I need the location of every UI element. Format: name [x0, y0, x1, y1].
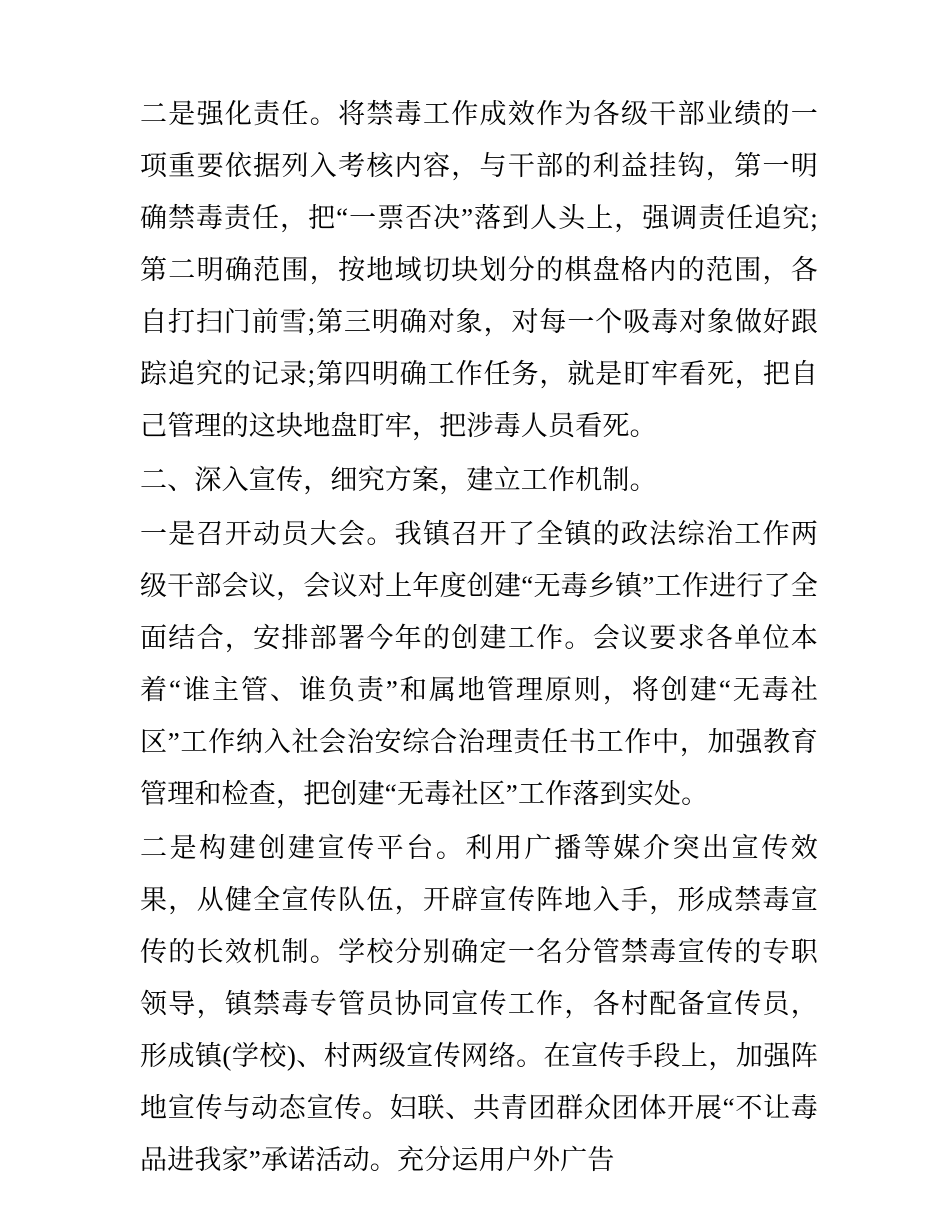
- paragraph: 一是召开动员大会。我镇召开了全镇的政法综治工作两级干部会议，会议对上年度创建“无毒乡镇”工作进行了全面结合，安排部署今年的创建工作。会议要求各单位本着“谁主管、谁负责”和属地管理原则，将创建“无毒社区”工作纳入社会治安综合治理责任书工作中，加强教育管理和检查，把创建“无毒社区”工作落到实处。: [140, 519, 818, 809]
- document-body: [140, 88, 818, 1186]
- paragraph: 二是强化责任。将禁毒工作成效作为各级干部业绩的一项重要依据列入考核内容，与干部的利益挂钩，第一明确禁毒责任，把“一票否决”落到人头上，强调责任追究;第二明确范围，按地域切块划分的棋盘格内的范围，各自打扫门前雪;第三明确对象，对每一个吸毒对象做好跟踪追究的记录;第四明确工作任务，就是盯牢看死，把自己管理的这块地盘盯牢，把涉毒人员看死。: [140, 99, 818, 441]
- paragraph: 二、深入宣传，细究方案，建立工作机制。: [140, 465, 657, 495]
- paragraph: 二是构建创建宣传平台。利用广播等媒介突出宣传效果，从健全宣传队伍，开辟宣传阵地入手，形成禁毒宣传的长效机制。学校分别确定一名分管禁毒宣传的专职领导，镇禁毒专管员协同宣传工作，各村配备宣传员，形成镇(学校)、村两级宣传网络。在宣传手段上，加强阵地宣传与动态宣传。妇联、共青团群众团体开展“不让毒品进我家”承诺活动。充分运用户外广告: [140, 833, 818, 1175]
